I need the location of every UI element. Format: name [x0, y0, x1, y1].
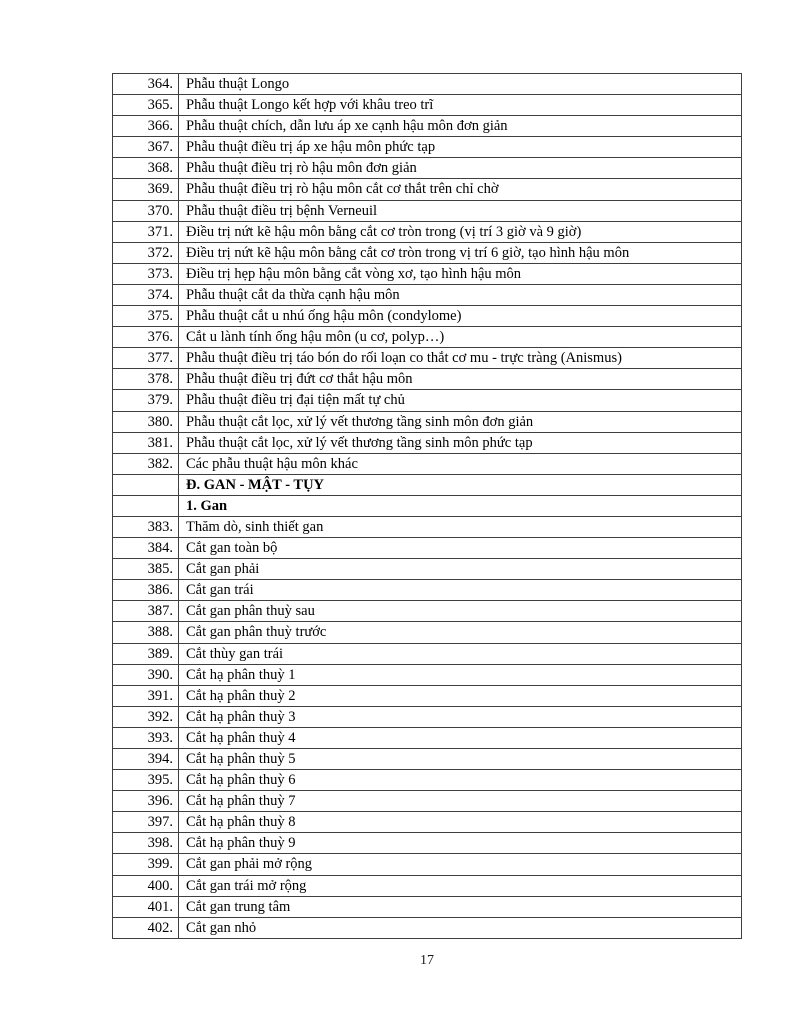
procedures-table — [112, 73, 742, 939]
row-number: 399. — [113, 854, 179, 875]
row-number: 389. — [113, 643, 179, 664]
table-row — [113, 348, 742, 369]
procedures-table-body — [113, 74, 742, 939]
table-row — [113, 327, 742, 348]
table-row — [113, 559, 742, 580]
procedure-name: Điều trị hẹp hậu môn bằng cắt vòng xơ, tạo hình hậu môn — [179, 263, 742, 284]
procedure-name: Cắt gan phân thuỳ trước — [179, 622, 742, 643]
procedure-name: Phẫu thuật điều trị đại tiện mất tự chủ — [179, 390, 742, 411]
row-number: 391. — [113, 685, 179, 706]
table-row — [113, 74, 742, 95]
procedure-name: Phẫu thuật cắt lọc, xử lý vết thương tầng sinh môn phức tạp — [179, 432, 742, 453]
table-row — [113, 432, 742, 453]
table-row — [113, 200, 742, 221]
table-row — [113, 601, 742, 622]
procedure-name: Phẫu thuật cắt lọc, xử lý vết thương tầng sinh môn đơn giản — [179, 411, 742, 432]
table-row — [113, 369, 742, 390]
row-number: 393. — [113, 727, 179, 748]
row-number: 396. — [113, 791, 179, 812]
row-number: 371. — [113, 221, 179, 242]
row-number: 392. — [113, 706, 179, 727]
procedure-name: Cắt hạ phân thuỳ 5 — [179, 749, 742, 770]
procedure-name: Phẫu thuật chích, dẫn lưu áp xe cạnh hậu môn đơn giản — [179, 116, 742, 137]
row-number: 370. — [113, 200, 179, 221]
table-row — [113, 158, 742, 179]
procedure-name: Thăm dò, sinh thiết gan — [179, 516, 742, 537]
procedure-name: Cắt thùy gan trái — [179, 643, 742, 664]
row-number: 379. — [113, 390, 179, 411]
table-row — [113, 580, 742, 601]
row-number: 386. — [113, 580, 179, 601]
row-number: 372. — [113, 242, 179, 263]
table-row — [113, 221, 742, 242]
table-row — [113, 95, 742, 116]
procedure-name: Cắt hạ phân thuỳ 7 — [179, 791, 742, 812]
row-number: 381. — [113, 432, 179, 453]
table-row — [113, 242, 742, 263]
row-number: 395. — [113, 770, 179, 791]
table-row — [113, 770, 742, 791]
row-number: 401. — [113, 896, 179, 917]
row-number: 388. — [113, 622, 179, 643]
row-number: 382. — [113, 453, 179, 474]
procedure-name: Phẫu thuật điều trị bệnh Verneuil — [179, 200, 742, 221]
row-number: 397. — [113, 812, 179, 833]
table-row — [113, 833, 742, 854]
procedure-name: Cắt gan nhỏ — [179, 917, 742, 938]
procedure-name: Điều trị nứt kẽ hậu môn bằng cắt cơ tròn trong (vị trí 3 giờ và 9 giờ) — [179, 221, 742, 242]
row-number: 377. — [113, 348, 179, 369]
row-number: 400. — [113, 875, 179, 896]
row-number: 373. — [113, 263, 179, 284]
procedure-name: Cắt gan trái — [179, 580, 742, 601]
procedure-name: Phẫu thuật điều trị rò hậu môn cắt cơ thắt trên chỉ chờ — [179, 179, 742, 200]
row-number: 402. — [113, 917, 179, 938]
table-row — [113, 791, 742, 812]
row-number — [113, 495, 179, 516]
table-row — [113, 516, 742, 537]
table-row — [113, 727, 742, 748]
table-row — [113, 306, 742, 327]
row-number: 374. — [113, 284, 179, 305]
row-number: 378. — [113, 369, 179, 390]
table-row — [113, 896, 742, 917]
row-number: 383. — [113, 516, 179, 537]
section-title: 1. Gan — [179, 495, 742, 516]
table-row — [113, 411, 742, 432]
procedure-name: Phẫu thuật điều trị đứt cơ thắt hậu môn — [179, 369, 742, 390]
table-row — [113, 875, 742, 896]
table-row — [113, 706, 742, 727]
table-row — [113, 643, 742, 664]
table-row — [113, 917, 742, 938]
procedure-name: Cắt hạ phân thuỳ 8 — [179, 812, 742, 833]
table-row — [113, 179, 742, 200]
row-number: 369. — [113, 179, 179, 200]
table-row — [113, 263, 742, 284]
page-number: 17 — [420, 953, 434, 968]
row-number: 366. — [113, 116, 179, 137]
procedure-name: Cắt hạ phân thuỳ 3 — [179, 706, 742, 727]
procedure-name: Phẫu thuật Longo kết hợp với khâu treo trĩ — [179, 95, 742, 116]
table-row — [113, 685, 742, 706]
procedure-name: Cắt hạ phân thuỳ 4 — [179, 727, 742, 748]
table-row — [113, 284, 742, 305]
procedure-name: Cắt u lành tính ống hậu môn (u cơ, polyp…) — [179, 327, 742, 348]
row-number: 394. — [113, 749, 179, 770]
row-number: 385. — [113, 559, 179, 580]
procedure-name: Phẫu thuật điều trị áp xe hậu môn phức tạp — [179, 137, 742, 158]
procedure-name: Cắt gan phải — [179, 559, 742, 580]
procedure-name: Phẫu thuật điều trị rò hậu môn đơn giản — [179, 158, 742, 179]
row-number: 376. — [113, 327, 179, 348]
table-row — [113, 453, 742, 474]
procedure-name: Cắt gan toàn bộ — [179, 538, 742, 559]
table-row — [113, 812, 742, 833]
procedure-name: Cắt hạ phân thuỳ 6 — [179, 770, 742, 791]
procedure-name: Cắt hạ phân thuỳ 9 — [179, 833, 742, 854]
procedure-name: Phẫu thuật điều trị táo bón do rối loạn co thắt cơ mu - trực tràng (Anismus) — [179, 348, 742, 369]
table-row — [113, 622, 742, 643]
table-row — [113, 116, 742, 137]
row-number: 384. — [113, 538, 179, 559]
table-row — [113, 749, 742, 770]
section-title: Đ. GAN - MẬT - TỤY — [179, 474, 742, 495]
procedure-name: Cắt gan trung tâm — [179, 896, 742, 917]
row-number — [113, 474, 179, 495]
row-number: 390. — [113, 664, 179, 685]
table-row — [113, 390, 742, 411]
procedure-name: Điều trị nứt kẽ hậu môn bằng cắt cơ tròn trong vị trí 6 giờ, tạo hình hậu môn — [179, 242, 742, 263]
table-row — [113, 137, 742, 158]
procedure-name: Phẫu thuật Longo — [179, 74, 742, 95]
procedure-name: Phẫu thuật cắt da thừa cạnh hậu môn — [179, 284, 742, 305]
procedure-name: Cắt hạ phân thuỳ 1 — [179, 664, 742, 685]
row-number: 380. — [113, 411, 179, 432]
row-number: 387. — [113, 601, 179, 622]
procedure-name: Cắt hạ phân thuỳ 2 — [179, 685, 742, 706]
row-number: 375. — [113, 306, 179, 327]
row-number: 367. — [113, 137, 179, 158]
procedure-name: Cắt gan phân thuỳ sau — [179, 601, 742, 622]
procedure-name: Các phẫu thuật hậu môn khác — [179, 453, 742, 474]
table-row — [113, 538, 742, 559]
table-row — [113, 854, 742, 875]
row-number: 365. — [113, 95, 179, 116]
procedure-name: Phẫu thuật cắt u nhú ống hậu môn (condylome) — [179, 306, 742, 327]
section-header-row — [113, 495, 742, 516]
section-header-row — [113, 474, 742, 495]
procedure-name: Cắt gan phải mở rộng — [179, 854, 742, 875]
table-row — [113, 664, 742, 685]
row-number: 368. — [113, 158, 179, 179]
row-number: 364. — [113, 74, 179, 95]
procedure-name: Cắt gan trái mở rộng — [179, 875, 742, 896]
row-number: 398. — [113, 833, 179, 854]
